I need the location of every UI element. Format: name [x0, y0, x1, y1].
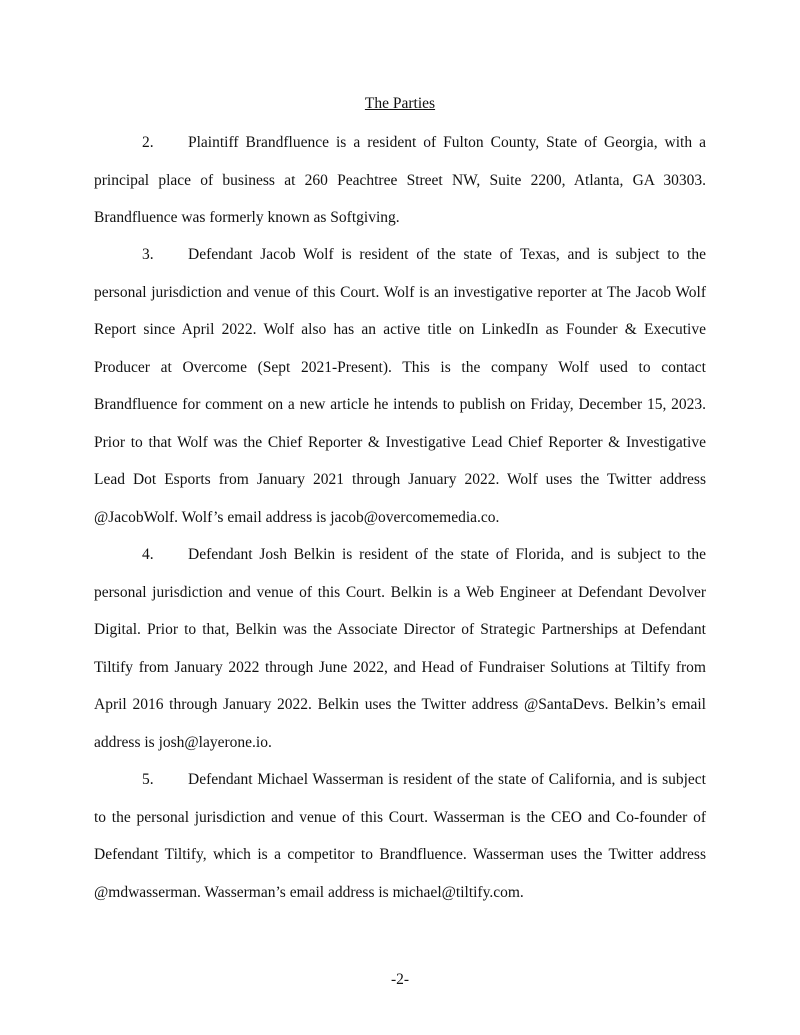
paragraph-4	[94, 536, 706, 761]
paragraph-number: 3.	[142, 246, 154, 263]
paragraph-number: 2.	[142, 134, 154, 151]
paragraph-3	[94, 236, 706, 536]
section-heading: The Parties	[364, 95, 436, 112]
paragraph-number: 4.	[142, 546, 154, 563]
paragraph-text: Defendant Michael Wasserman is resident of the state of California, and is subject to the personal jurisdiction and venue of this Court. Wasserman is the CEO and Co-founder of Defendant Tiltify, which is a competitor to Brandfluence. Wasserman uses the Twitter address @mdwasserman. Wasserman’s email address is michael@tiltify.com.	[94, 771, 706, 901]
paragraph-text: Defendant Josh Belkin is resident of the state of Florida, and is subject to the personal jurisdiction and venue of this Court. Belkin is a Web Engineer at Defendant Devolver Digital. Prior to that, Belkin was the Associate Director of Strategic Partnerships at Defendant Tiltify from January 2022 through June 2022, and Head of Fundraiser Solutions at Tiltify from April 2016 through January 2022. Belkin uses the Twitter address @SantaDevs. Belkin’s email address is josh@layerone.io.	[94, 546, 706, 751]
page-number: -2-	[390, 971, 410, 988]
document-page	[94, 0, 706, 1035]
paragraph-2	[94, 124, 706, 237]
paragraph-text: Plaintiff Brandfluence is a resident of Fulton County, State of Georgia, with a principal place of business at 260 Peachtree Street NW, Suite 2200, Atlanta, GA 30303. Brandfluence was formerly known as Softgiving.	[94, 134, 706, 226]
paragraph-number: 5.	[142, 771, 154, 788]
paragraph-5	[94, 761, 706, 911]
paragraph-text: Defendant Jacob Wolf is resident of the state of Texas, and is subject to the personal jurisdiction and venue of this Court. Wolf is an investigative reporter at The Jacob Wolf Report since April 2022. Wolf also has an active title on LinkedIn as Founder & Executive Producer at Overcome (Sept 2021-Present). This is the company Wolf used to contact Brandfluence for comment on a new article he intends to publish on Friday, December 15, 2023. Prior to that Wolf was the Chief Reporter & Investigative Lead Chief Reporter & Investigative Lead Dot Esports from January 2021 through January 2022. Wolf uses the Twitter address @JacobWolf. Wolf’s email address is jacob@overcomemedia.co.	[94, 246, 706, 526]
